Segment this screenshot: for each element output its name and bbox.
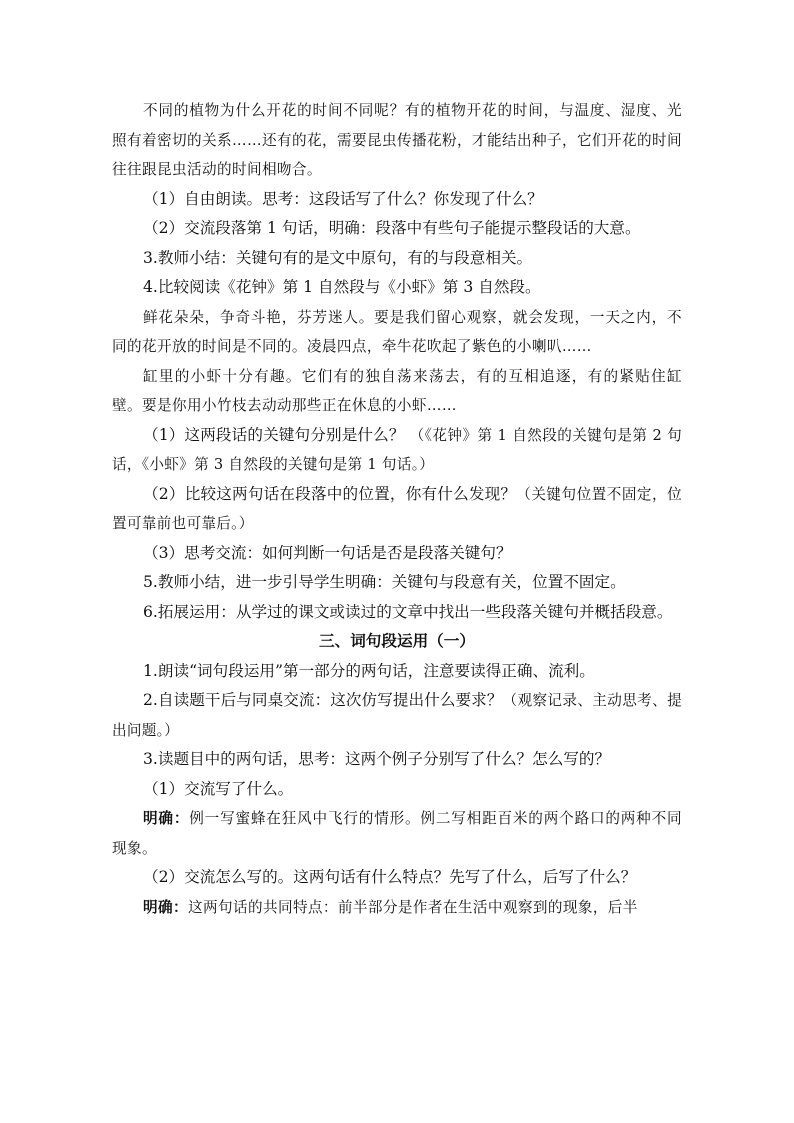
answer-1 <box>112 804 682 863</box>
answer-2-text: 这两句话的共同特点：前半部分是作者在生活中观察到的现象，后半 <box>187 898 638 916</box>
answer-1-text: 例一写蜜蜂在狂风中飞行的情形。例二写相距百米的两个路口的两种不同现象。 <box>112 810 683 857</box>
section-title: 三、词句段运用（一） <box>319 632 475 650</box>
question-4-2 <box>112 480 682 539</box>
question-2: （2）交流段落第 1 句话，明确：段落中有些句子能提示整段话的大意。 <box>143 219 641 237</box>
section-step-3: 3.读题目中的两句话，思考：这两个例子分别写了什么？怎么写的？ <box>143 750 611 768</box>
question-4-3: （3）思考交流：如何判断一句话是否是段落关键句？ <box>143 543 512 562</box>
section-step-2-note: （观察记录、主动思考、提出问题。） <box>112 692 682 739</box>
section-step-1: 1.朗读“词句段运用”第一部分的两句话，注意要读得正确、流利。 <box>143 661 595 680</box>
step-6: 6.拓展运用：从学过的课文或读过的文章中找出一些段落关键句并概括段意。 <box>143 602 673 621</box>
question-4-1 <box>112 421 682 480</box>
step-4: 4.比较阅读《花钟》第 1 自然段与《小虾》第 3 自然段。 <box>143 278 541 296</box>
question-1: （1）自由朗读。思考：这段话写了什么？你发现了什么？ <box>143 189 543 208</box>
quote-flower-time: 不同的植物为什么开花的时间不同呢？有的植物开花的时间，与温度、湿度、光照有着密切的关系……还有的花，需要昆虫传播花粉，才能结出种子，它们开花的时间往往跟昆虫活动的时间相吻合。 <box>112 102 682 178</box>
section-step-3-2: （2）交流怎么写的。这两句话有什么特点？先写了什么，后写了什么？ <box>143 868 637 886</box>
quote-xiaoxia: 缸里的小虾十分有趣。它们有的独自荡来荡去，有的互相追逐，有的紧贴住缸壁。要是你用小竹枝去动动那些正在休息的小虾…… <box>112 367 682 414</box>
section-step-3-1: （1）交流写了什么。 <box>143 779 294 798</box>
section-step-2-main: 2.自读题干后与同桌交流：这次仿写提出什么要求？ <box>143 691 503 709</box>
document-page <box>112 96 682 922</box>
section-step-2 <box>112 686 682 745</box>
question-4-1-main: （1）这两段话的关键句分别是什么？ <box>143 425 405 444</box>
step-3: 3.教师小结：关键句有的是文中原句，有的与段意相关。 <box>143 248 533 267</box>
question-4-1-note: （《花钟》第 1 自然段的关键句是第 2 句话，《小虾》第 3 自然段的关键句是第 1 句话。） <box>112 426 682 473</box>
quote-huazhong: 鲜花朵朵，争奇斗艳，芬芳迷人。要是我们留心观察，就会发现，一天之内，不同的花开放的时间是不同的。凌晨四点，牵牛花吹起了紫色的小喇叭…… <box>112 308 682 355</box>
answer-2-label: 明确： <box>143 898 188 916</box>
answer-2 <box>112 893 682 923</box>
step-5: 5.教师小结，进一步引导学生明确：关键句与段意有关，位置不固定。 <box>143 573 626 591</box>
question-4-2-note: （关键句位置不固定，位置可靠前也可靠后。） <box>112 485 683 532</box>
question-4-2-main: （2）比较这两句话在段落中的位置，你有什么发现？ <box>143 484 517 503</box>
answer-1-label: 明确： <box>143 810 190 827</box>
